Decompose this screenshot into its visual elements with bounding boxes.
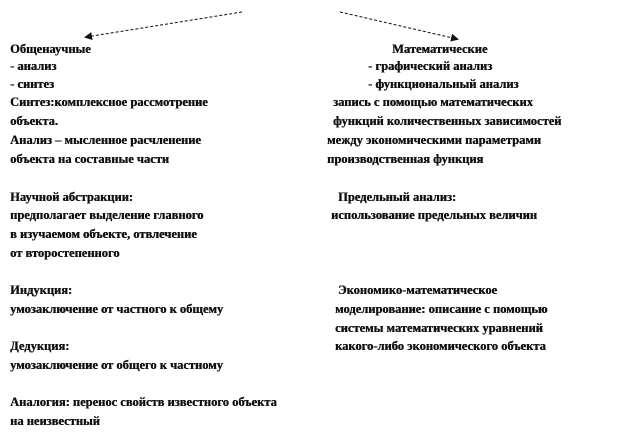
- left-item: предполагает выделение главного: [10, 208, 204, 222]
- left-item: - синтез: [10, 77, 54, 91]
- right-item: - графический анализ: [368, 59, 493, 73]
- left-item: Дедукция:: [10, 339, 70, 353]
- left-item: на неизвестный: [10, 414, 100, 428]
- right-item: функций количественных зависимостей: [333, 114, 562, 128]
- left-item: объекта на составные части: [10, 152, 169, 166]
- left-item: Индукция:: [10, 283, 73, 297]
- left-heading: Общенаучные: [10, 42, 91, 56]
- left-item: Научной абстракции:: [10, 190, 133, 204]
- left-item: от второстепенного: [10, 246, 120, 260]
- left-item: умозаключение от частного к общему: [10, 302, 224, 316]
- right-item: какого-либо экономического объекта: [335, 339, 546, 353]
- left-item: объекта.: [10, 114, 58, 128]
- right-heading: Математические: [392, 42, 488, 56]
- right-item: Экономико-математическое: [338, 283, 498, 297]
- right-item: - функциональный анализ: [368, 77, 519, 91]
- left-item: Синтез:комплексное рассмотрение: [10, 95, 208, 109]
- arrow-left: [86, 12, 242, 37]
- right-item: Предельный анализ:: [338, 190, 457, 204]
- right-item: использование предельных величин: [331, 208, 537, 222]
- right-item: производственная функция: [327, 152, 484, 166]
- left-item: Аналогия: перенос свойств известного объекта: [10, 395, 277, 409]
- branch-arrows: [0, 0, 640, 60]
- left-item: умозаключение от общего к частному: [10, 358, 223, 372]
- left-item: Анализ – мысленное расчленение: [10, 133, 201, 147]
- right-item: запись с помощью математических: [333, 95, 533, 109]
- right-item: моделирование: описание с помощью: [335, 302, 548, 316]
- left-item: - анализ: [10, 59, 57, 73]
- right-item: системы математических уравнений: [335, 321, 543, 335]
- left-item: в изучаемом объекте, отвлечение: [10, 227, 197, 241]
- right-item: между экономическими параметрами: [327, 133, 541, 147]
- arrow-right: [340, 12, 457, 39]
